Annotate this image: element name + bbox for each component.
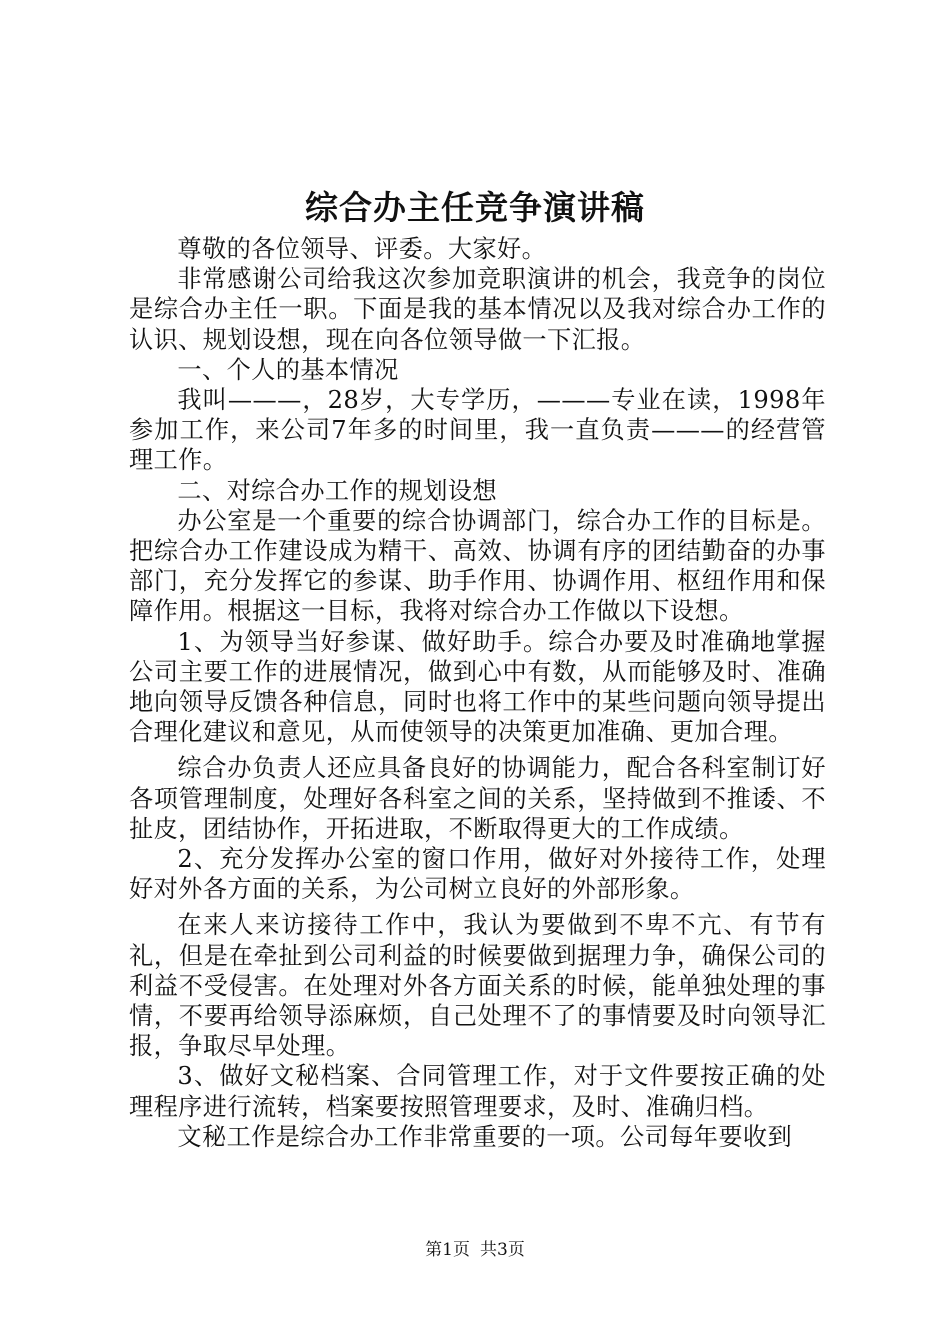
paragraph-point-2: 2、充分发挥办公室的窗口作用，做好对外接待工作，处理好对外各方面的关系，为公司树立良好的外部形象。 bbox=[129, 845, 826, 904]
paragraph-reception: 在来人来访接待工作中，我认为要做到不卑不亢、有节有礼，但是在牵扯到公司利益的时候要做到据理力争，确保公司的利益不受侵害。在处理对外各方面关系的时候，能单独处理的事情，不要再给领导添麻烦，自己处理不了的事情要及时向领导汇报，争取尽早处理。 bbox=[129, 911, 826, 1061]
page-footer bbox=[0, 1238, 950, 1262]
document-body bbox=[129, 234, 826, 1152]
section-heading-plan: 二、对综合办工作的规划设想 bbox=[177, 476, 498, 505]
paragraph-intro: 非常感谢公司给我这次参加竞职演讲的机会，我竞争的岗位是综合办主任一职。下面是我的基本情况以及我对综合办工作的认识、规划设想，现在向各位领导做一下汇报。 bbox=[129, 265, 826, 354]
paragraph-coordination: 综合办负责人还应具备良好的协调能力，配合各科室制订好各项管理制度，处理好各科室之间的关系，坚持做到不推诿、不扯皮，团结协作，开拓进取，不断取得更大的工作成绩。 bbox=[129, 754, 826, 843]
paragraph-secretarial: 文秘工作是综合办工作非常重要的一项。公司每年要收到 bbox=[177, 1122, 793, 1151]
page-total: 共3页 bbox=[480, 1240, 525, 1260]
paragraph-greeting: 尊敬的各位领导、评委。大家好。 bbox=[177, 235, 547, 263]
page-number: 第1页 bbox=[425, 1240, 470, 1260]
document-title: 综合办主任竞争演讲稿 bbox=[305, 188, 645, 227]
section-heading-personal: 一、个人的基本情况 bbox=[177, 355, 399, 384]
paragraph-office-role: 办公室是一个重要的综合协调部门，综合办工作的目标是。把综合办工作建设成为精干、高效、协调有序的团结勤奋的办事部门，充分发挥它的参谋、助手作用、协调作用、枢纽作用和保障作用。根据这一目标，我将对综合办工作做以下设想。 bbox=[129, 506, 826, 626]
paragraph-point-1: 1、为领导当好参谋、做好助手。综合办要及时准确地掌握公司主要工作的进展情况，做到心中有数，从而能够及时、准确地向领导反馈各种信息，同时也将工作中的某些问题向领导提出合理化建议和意见，从而使领导的决策更加准确、更加合理。 bbox=[129, 627, 826, 747]
paragraph-point-3: 3、做好文秘档案、合同管理工作，对于文件要按正确的处理程序进行流转，档案要按照管理要求，及时、准确归档。 bbox=[129, 1062, 826, 1121]
paragraph-personal: 我叫———，28岁，大专学历，———专业在读，1998年参加工作，来公司7年多的时间里，我一直负责———的经营管理工作。 bbox=[129, 386, 826, 475]
